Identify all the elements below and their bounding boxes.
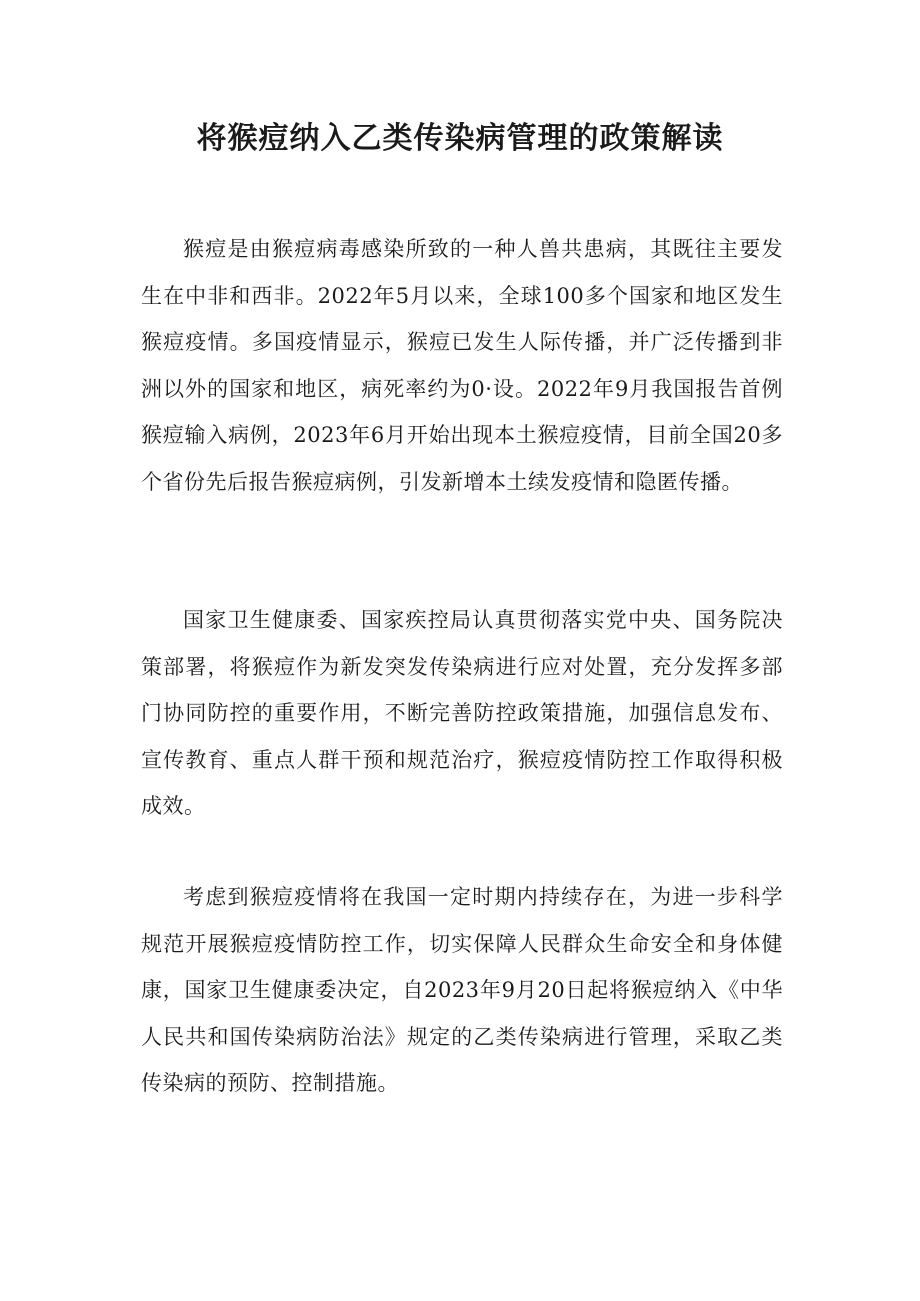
paragraph-3: 考虑到猴痘疫情将在我国一定时期内持续存在，为进一步科学规范开展猴痘疫情防控工作，切实保障人民群众生命安全和身体健康，国家卫生健康委决定，自2023年9月20日起将猴痘纳入《中华人民共和国传染病防治法》规定的乙类传染病进行管理，采取乙类传染病的预防、控制措施。 bbox=[141, 885, 783, 1095]
paragraph-1: 猴痘是由猴痘病毒感染所致的一种人兽共患病，其既往主要发生在中非和西非。2022年5月以来，全球100多个国家和地区发生猴痘疫情。多国疫情显示，猴痘已发生人际传播，并广泛传播到非洲以外的国家和地区，病死率约为0·设。2022年9月我国报告首例猴痘输入病例，2023年6月开始出现本土猴痘疫情，目前全国20多个省份先后报告猴痘病例，引发新增本土续发疫情和隐匿传播。 bbox=[141, 237, 783, 494]
document-title: 将猴痘纳入乙类传染病管理的政策解读 bbox=[196, 121, 724, 156]
paragraph-2: 国家卫生健康委、国家疾控局认真贯彻落实党中央、国务院决策部署，将猴痘作为新发突发传染病进行应对处置，充分发挥多部门协同防控的重要作用，不断完善防控政策措施，加强信息发布、宣传教育、重点人群干预和规范治疗，猴痘疫情防控工作取得积极成效。 bbox=[141, 608, 783, 818]
